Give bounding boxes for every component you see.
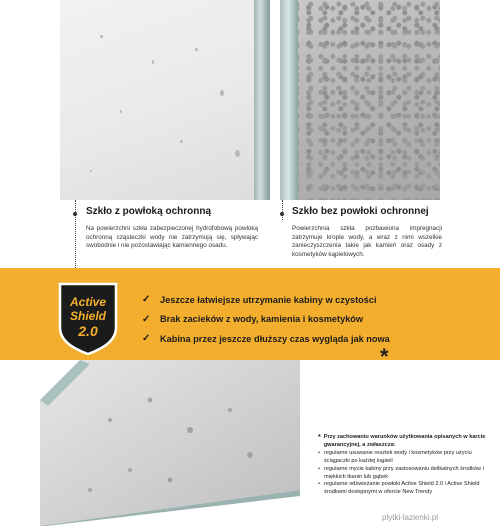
check-icon: ✓ <box>142 294 151 306</box>
water-drop <box>235 150 240 157</box>
check-icon: ✓ <box>142 333 151 345</box>
left-panel-description: Na powierzchni szkła zabezpieczonej hydrofobową powłoką ochronną cząsteczki wody nie zatrzymują się, spływając swobodnie i nie pozostawiając kamiennego osadu. <box>86 225 258 250</box>
note-item: • regularne mycie kabiny przy zastosowaniu delikatnych środków i miękkich tkanin lub gąbek <box>324 466 498 482</box>
water-drop <box>90 170 92 172</box>
badge-line-2: Shield <box>69 309 107 323</box>
left-panel-title: Szkło z powłoką ochronną <box>86 206 212 217</box>
feature-text: Kabina przez jeszcze dłuższy czas wygląda jak nowa <box>160 333 390 344</box>
water-drop <box>220 90 224 96</box>
watermark: plytki-lazienki.pl <box>382 513 439 522</box>
glass-edge <box>254 0 270 200</box>
feature-text: Brak zacieków z wody, kamienia i kosmetyków <box>160 314 364 325</box>
glass-edge <box>280 0 298 200</box>
badge-line-3: 2.0 <box>78 323 98 339</box>
coated-glass-photo <box>60 0 270 200</box>
note-lead: Przy zachowaniu warunków użytkowania opisanych w karcie gwarancyjnej, a zwłaszcza: <box>323 434 486 448</box>
check-icon: ✓ <box>142 313 151 325</box>
water-drop <box>120 110 122 113</box>
feature-list <box>142 290 482 349</box>
right-pointer-dot <box>280 212 284 216</box>
glass-pane-illustration <box>40 360 300 526</box>
feature-text: Jeszcze łatwiejsze utrzymanie kabiny w czystości <box>160 294 377 305</box>
feature-item <box>142 290 482 310</box>
right-pointer-line <box>282 200 283 220</box>
badge-line-1: Active <box>69 295 107 309</box>
active-shield-badge <box>54 280 122 356</box>
shield-icon <box>54 280 122 356</box>
water-drop <box>180 140 183 143</box>
feature-item <box>142 329 482 349</box>
asterisk-mark: * <box>380 344 389 369</box>
right-panel-title: Szkło bez powłoki ochronnej <box>292 206 429 217</box>
warranty-note <box>318 434 498 497</box>
note-list <box>318 450 498 497</box>
note-item: • regularne usuwanie resztek wody i kosmetyków przy użyciu ściągaczki po każdej kąpieli <box>324 450 498 466</box>
note-heading <box>318 434 498 450</box>
left-pointer-dot <box>73 212 77 216</box>
note-asterisk: * <box>318 434 321 441</box>
uncoated-glass-photo <box>280 0 440 200</box>
tilted-glass-photo <box>40 360 300 526</box>
water-drop <box>195 48 198 51</box>
water-drop <box>152 60 154 64</box>
right-panel-description: Powierzchnia szkła pozbawiona impregnacji zatrzymuje krople wody, a wraz z nimi wszelkie zanieczyszczenia takie jak kamień oraz osady z kosmetyków kąpielowych. <box>292 225 442 258</box>
uncoated-glass-surface <box>280 0 440 200</box>
water-drop <box>100 35 103 38</box>
note-item: • regularne odświeżanie powłoki Active Shield 2.0 i Active Shield środkami dostępnymi w ofercie New Trendy <box>324 481 498 497</box>
feature-item <box>142 310 482 330</box>
